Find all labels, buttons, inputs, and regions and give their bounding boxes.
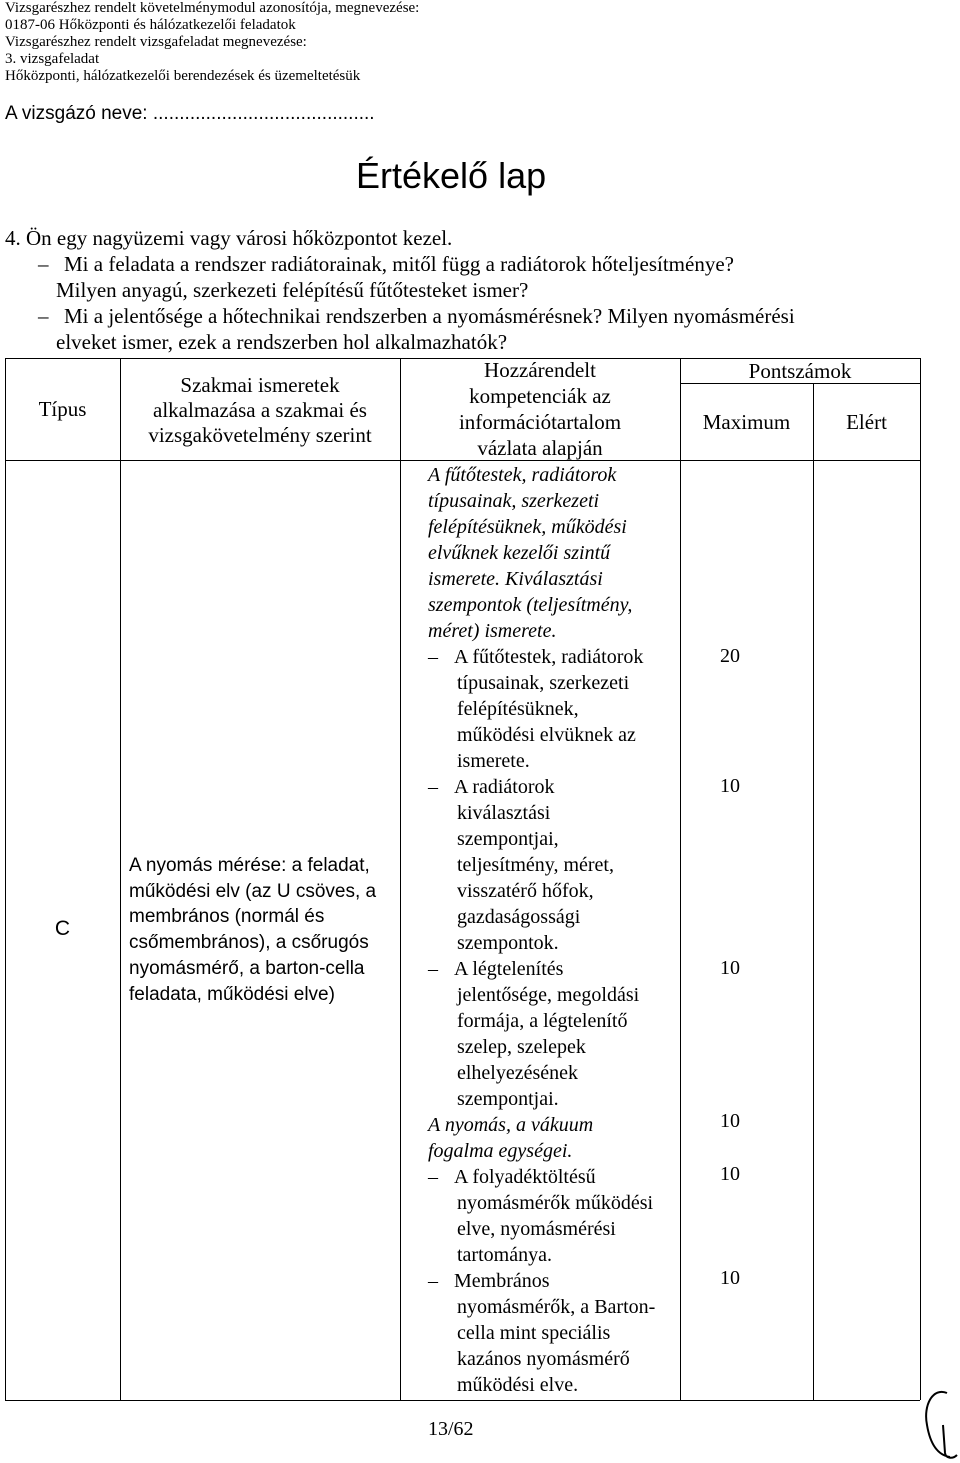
table-border <box>400 358 401 1400</box>
competence-text: A fűtőtestek, radiátorok típusainak, szerkezeti felépítésüknek, működési elvűknek kezelői szintű ismerete. Kiválasztási szempontok (teljesítmény, méret) ismerete. – A fűtőtestek, radiátorok típusainak, szerkezeti felépítésüknek, működési elvüknek az ismerete. – A radiátorok kiválasztási szempontjai, teljesítmény, méret, visszatérő hőfok, gazdaságossági szempontok. – A légtelenítés jelentősége, megoldási formája, a légtelenítő szelep, szelepek elhelyezésének szempontjai. A nyomás, a vákuum fogalma egységei. – A folyadéktöltésű nyomásmérők működési elve, nyomásmérési tartománya. – Membrános nyomásmérők, a Barton- cella mint speciális kazános nyomásmérő működési elve. <box>428 464 656 1396</box>
header-knowledge: Szakmai ismeretek <box>180 373 340 397</box>
header-type: Típus <box>38 397 87 421</box>
knowledge-text: A nyomás mérése: a feladat, működési elv (az U csöves, a membrános (normál és csőmembrános), a csőrugós nyomásmérő, a barton-cella feladata, működési elve) <box>129 855 377 1005</box>
header-knowledge: vizsgakövetelmény szerint <box>148 423 372 447</box>
page-number: 13/62 <box>428 1418 474 1440</box>
max-points: 10 <box>720 957 740 979</box>
exam-task-label: Vizsgarészhez rendelt vizsgafeladat megnevezése: <box>5 34 307 50</box>
header-achieved: Elért <box>846 410 887 434</box>
exam-task-name: Hőközponti, hálózatkezelői berendezések és üzemeltetésük <box>5 68 361 84</box>
header-knowledge: alkalmazása a szakmai és <box>153 398 367 422</box>
competence-item: – A fűtőtestek, radiátorok <box>428 646 644 668</box>
task-question: – Mi a feladata a rendszer radiátorainak, mitől függ a radiátorok hőteljesítménye? <box>38 252 734 276</box>
competence-item: – Membrános <box>428 1270 550 1292</box>
task-heading: 4. Ön egy nagyüzemi vagy városi hőközpontot kezel. <box>5 226 453 250</box>
header-competence: vázlata alapján <box>477 436 603 460</box>
examinee-name-field: A vizsgázó neve: .......................................... <box>5 103 375 124</box>
table-border <box>5 1400 920 1401</box>
competence-item: – A folyadéktöltésű <box>428 1166 596 1188</box>
task-question: elveket ismer, ezek a rendszerben hol alkalmazhatók? <box>56 330 508 354</box>
max-points: 20 <box>720 645 740 667</box>
header-points: Pontszámok <box>748 359 852 383</box>
handwritten-signature <box>915 1385 960 1463</box>
header-max: Maximum <box>702 410 791 434</box>
page-title: Értékelő lap <box>356 155 547 196</box>
header-competence: információtartalom <box>458 410 622 434</box>
header-competence: kompetenciák az <box>469 384 611 408</box>
module-id-label: Vizsgarészhez rendelt követelménymodul azonosítója, megnevezése: <box>5 0 420 16</box>
max-points: 10 <box>720 775 740 797</box>
table-border <box>120 358 121 1400</box>
max-points: 10 <box>720 1110 740 1132</box>
exam-task-number: 3. vizsgafeladat <box>5 51 100 67</box>
max-points: 10 <box>720 1163 740 1185</box>
table-border <box>813 383 814 1400</box>
header-competence: Hozzárendelt <box>484 358 596 382</box>
table-border <box>680 358 681 1400</box>
type-value: C <box>54 917 71 940</box>
task-question: Milyen anyagú, szerkezeti felépítésű fűtőtesteket ismer? <box>56 278 529 302</box>
competence-item: – A radiátorok <box>428 776 555 798</box>
competence-item: – A légtelenítés <box>428 958 564 980</box>
module-name: 0187-06 Hőközponti és hálózatkezelői feladatok <box>5 17 296 33</box>
max-points: 10 <box>720 1267 740 1289</box>
table-border <box>5 358 6 1400</box>
table-border <box>920 358 921 1400</box>
task-question: – Mi a jelentősége a hőtechnikai rendszerben a nyomásmérésnek? Milyen nyomásmérési <box>38 304 795 328</box>
